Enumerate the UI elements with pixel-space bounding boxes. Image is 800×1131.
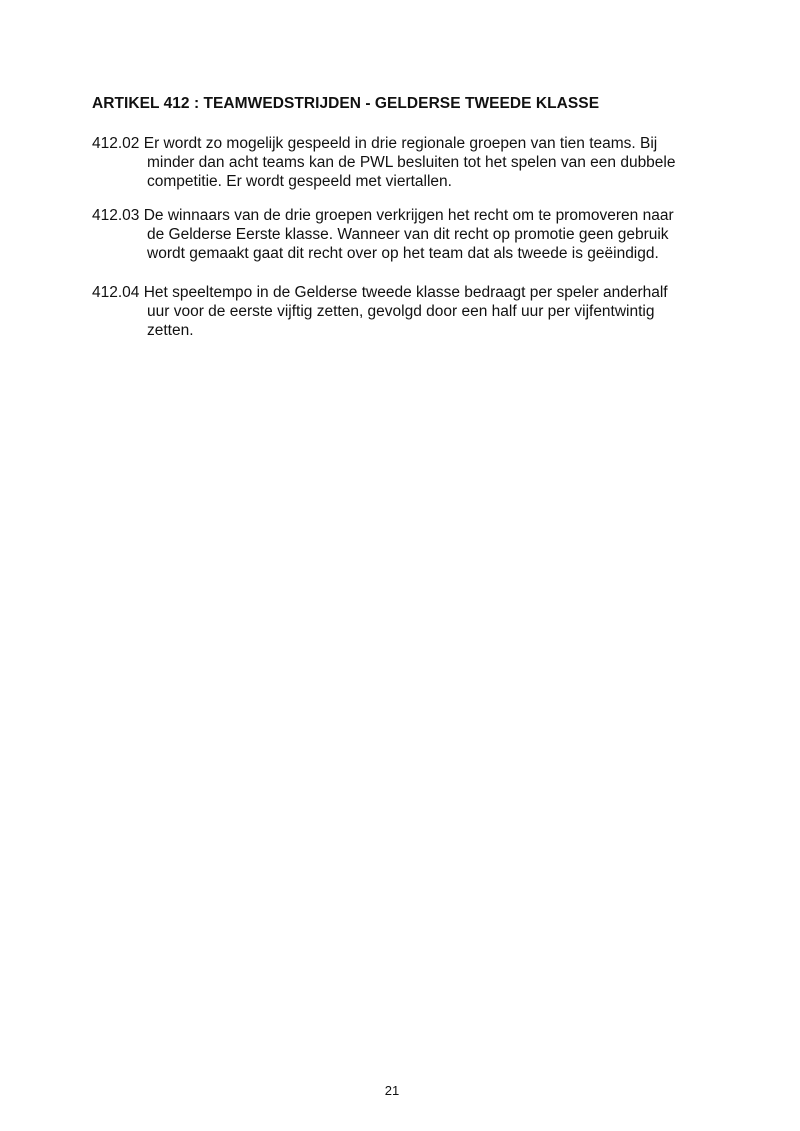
article-number: 412.03 bbox=[92, 207, 140, 224]
page-number: 21 bbox=[384, 1083, 400, 1098]
article-412-02 bbox=[92, 134, 732, 191]
article-number: 412.02 bbox=[92, 135, 140, 152]
article-heading: ARTIKEL 412 : TEAMWEDSTRIJDEN - GELDERSE TWEEDE KLASSE bbox=[92, 95, 600, 112]
article-text: uur voor de eerste vijftig zetten, gevolgd door een half uur per vijfentwintig bbox=[147, 303, 655, 320]
article-text: minder dan acht teams kan de PWL besluiten tot het spelen van een dubbele bbox=[147, 154, 676, 171]
article-text: de Gelderse Eerste klasse. Wanneer van dit recht op promotie geen gebruik bbox=[147, 226, 669, 243]
article-first-line bbox=[92, 206, 732, 225]
article-text: Het speeltempo in de Gelderse tweede klasse bedraagt per speler anderhalf bbox=[143, 284, 668, 301]
article-number: 412.04 bbox=[92, 284, 140, 301]
article-first-line bbox=[92, 283, 732, 302]
article-text: zetten. bbox=[147, 322, 194, 339]
article-text: Er wordt zo mogelijk gespeeld in drie regionale groepen van tien teams. Bij bbox=[143, 135, 658, 152]
article-text: competitie. Er wordt gespeeld met viertallen. bbox=[147, 173, 452, 190]
article-412-04 bbox=[92, 283, 732, 340]
article-first-line bbox=[92, 134, 732, 153]
article-text: De winnaars van de drie groepen verkrijgen het recht om te promoveren naar bbox=[143, 207, 674, 224]
article-412-03 bbox=[92, 206, 732, 263]
article-text: wordt gemaakt gaat dit recht over op het team dat als tweede is geëindigd. bbox=[147, 245, 659, 262]
